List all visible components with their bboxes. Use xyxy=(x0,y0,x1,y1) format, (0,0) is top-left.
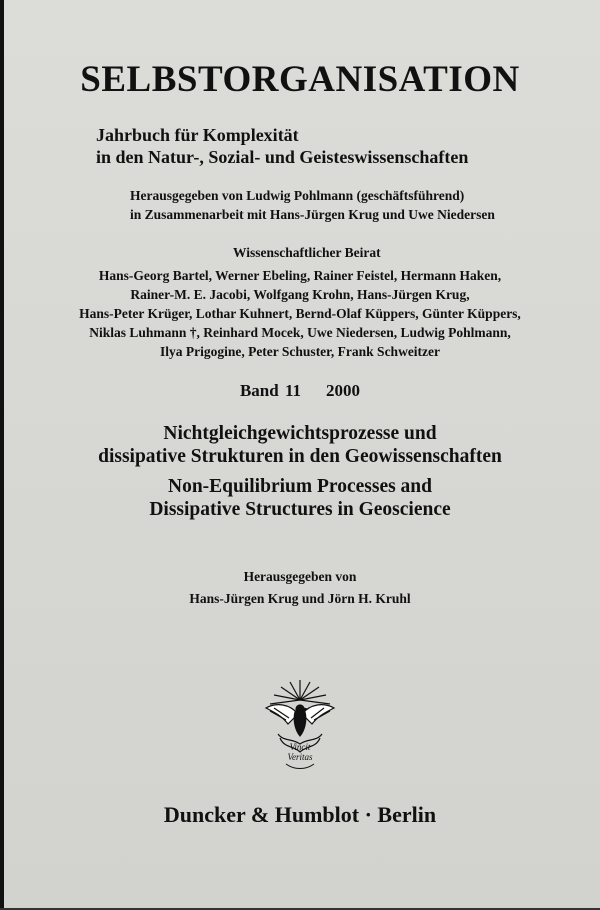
volume-year: 2000 xyxy=(326,381,361,400)
title-en-line: Dissipative Structures in Geoscience xyxy=(149,499,451,520)
logo-motto: Vincit xyxy=(289,742,311,752)
advisory-board-line: Hans-Peter Krüger, Lothar Kuhnert, Bernd-Olaf Küppers, Günter Küppers, xyxy=(79,306,521,321)
subtitle-line: Jahrbuch für Komplexität xyxy=(96,125,299,145)
title-en-line: Non-Equilibrium Processes and xyxy=(167,476,432,497)
advisory-board-heading: Wissenschaftlicher Beirat xyxy=(233,245,381,260)
volume-editors-names: Hans-Jürgen Krug und Jörn H. Kruhl xyxy=(189,591,411,606)
volume-titles xyxy=(0,422,600,521)
editors-line: in Zusammenarbeit mit Hans-Jürgen Krug und Uwe Niedersen xyxy=(130,207,495,222)
advisory-board-line: Ilya Prigogine, Peter Schuster, Frank Schweitzer xyxy=(159,344,441,359)
subtitle-line: in den Natur-, Sozial- und Geisteswissenschaften xyxy=(96,147,469,167)
title-de-line: dissipative Strukturen in den Geowissenschaften xyxy=(98,446,502,467)
volume-info xyxy=(0,381,600,401)
volume-number: Band 11 xyxy=(239,381,302,400)
logo-motto: Veritas xyxy=(287,752,313,762)
advisory-board-line: Hans-Georg Bartel, Werner Ebeling, Rainer Feistel, Hermann Haken, xyxy=(98,268,502,283)
phoenix-emblem-icon xyxy=(262,678,338,770)
title-de-line: Nichtgleichgewichtsprozesse und xyxy=(163,423,437,444)
subtitle xyxy=(96,124,468,168)
series-editors xyxy=(130,186,495,224)
advisory-board-list xyxy=(0,266,600,361)
editors-line: Herausgegeben von Ludwig Pohlmann (geschäftsführend) xyxy=(130,188,465,203)
advisory-board-line: Niklas Luhmann †, Reinhard Mocek, Uwe Niedersen, Ludwig Pohlmann, xyxy=(89,325,511,340)
series-title: SELBSTORGANISATION xyxy=(80,59,520,100)
volume-editors-label: Herausgegeben von xyxy=(243,569,357,584)
volume-editors xyxy=(0,566,600,610)
advisory-board-line: Rainer-M. E. Jacobi, Wolfgang Krohn, Hans-Jürgen Krug, xyxy=(130,287,470,302)
publisher: Duncker & Humblot · Berlin xyxy=(163,802,437,827)
